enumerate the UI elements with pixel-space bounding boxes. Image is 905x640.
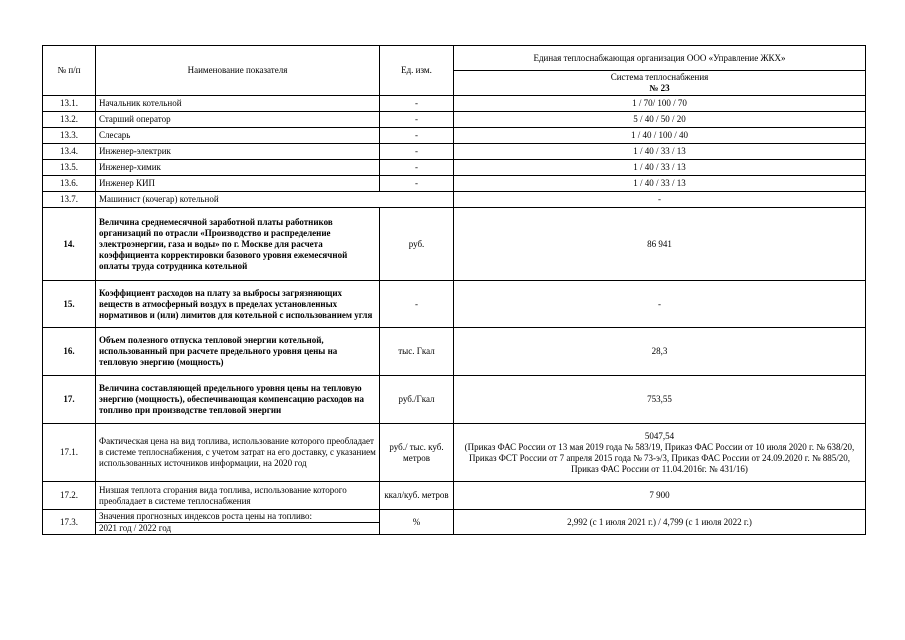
row-name: Величина составляющей предельного уровня цены на тепловую энергию (мощность), обеспечивающая компенсацию расходов на топливо при производстве тепловой энергии bbox=[96, 376, 380, 424]
row-value: 86 941 bbox=[454, 208, 866, 281]
row-num: 13.1. bbox=[43, 96, 96, 112]
row-name: Старший оператор bbox=[96, 112, 380, 128]
row-value: - bbox=[454, 192, 866, 208]
row-unit: - bbox=[380, 144, 454, 160]
row-value: 5 / 40 / 50 / 20 bbox=[454, 112, 866, 128]
table-row bbox=[43, 281, 866, 328]
row-value: 1 / 40 / 33 / 13 bbox=[454, 144, 866, 160]
table-row bbox=[43, 160, 866, 176]
system-label: Система теплоснабжения bbox=[610, 72, 709, 82]
row-name bbox=[96, 510, 380, 535]
row-value: 28,3 bbox=[454, 328, 866, 376]
row-unit: руб. bbox=[380, 208, 454, 281]
row-unit: % bbox=[380, 510, 454, 535]
row-num: 13.4. bbox=[43, 144, 96, 160]
row-value: 1 / 40 / 33 / 13 bbox=[454, 160, 866, 176]
row-unit: тыс. Гкал bbox=[380, 328, 454, 376]
header-name: Наименование показателя bbox=[96, 46, 380, 96]
row-num: 17. bbox=[43, 376, 96, 424]
row-value-note: (Приказ ФАС России от 13 мая 2019 года № 583/19, Приказ ФАС России от 10 июля 2020 г. № 638/20, Приказ ФСТ России от 7 апреля 2015 года № 73-э/3, Приказ ФАС России от 24.09.2020 г. № 885/20, Приказ ФАС России от 11.04.2016г. № 431/16) bbox=[464, 441, 855, 474]
row-unit: ккал/куб. метров bbox=[380, 482, 454, 510]
table-row bbox=[43, 424, 866, 482]
table-row bbox=[43, 144, 866, 160]
table-row bbox=[43, 510, 866, 535]
row-name: Объем полезного отпуска тепловой энергии котельной, использованный при расчете предельного уровня цены на тепловую энергию (мощность) bbox=[96, 328, 380, 376]
row-num: 14. bbox=[43, 208, 96, 281]
table-row bbox=[43, 328, 866, 376]
row-name: Слесарь bbox=[96, 128, 380, 144]
header-org: Единая теплоснабжающая организация ООО «Управление ЖКХ» bbox=[454, 46, 866, 71]
row-value: 753,55 bbox=[454, 376, 866, 424]
row-num: 13.7. bbox=[43, 192, 96, 208]
row-value: 1 / 40 / 33 / 13 bbox=[454, 176, 866, 192]
header-unit: Ед. изм. bbox=[380, 46, 454, 96]
row-unit: - bbox=[380, 176, 454, 192]
row-unit: руб./ тыс. куб. метров bbox=[380, 424, 454, 482]
table-row bbox=[43, 208, 866, 281]
row-value: 1 / 70/ 100 / 70 bbox=[454, 96, 866, 112]
row-name: Фактическая цена на вид топлива, использование которого преобладает в системе теплоснабжения, с учетом затрат на его доставку, с указанием использованных источников информации, на 2020 год bbox=[96, 424, 380, 482]
row-num: 13.6. bbox=[43, 176, 96, 192]
row-num: 13.3. bbox=[43, 128, 96, 144]
row-num: 16. bbox=[43, 328, 96, 376]
row-value: - bbox=[454, 281, 866, 328]
row-name-sub: 2021 год / 2022 год bbox=[99, 523, 172, 533]
row-unit: - bbox=[380, 128, 454, 144]
row-unit: - bbox=[380, 96, 454, 112]
row-num: 13.5. bbox=[43, 160, 96, 176]
row-name: Инженер КИП bbox=[96, 176, 380, 192]
header-num: № п/п bbox=[43, 46, 96, 96]
row-name: Машинист (кочегар) котельной bbox=[96, 192, 454, 208]
row-unit: - bbox=[380, 112, 454, 128]
row-name-main: Значения прогнозных индексов роста цены на топливо: bbox=[96, 510, 379, 523]
row-value: 7 900 bbox=[454, 482, 866, 510]
row-name: Коэффициент расходов на плату за выбросы загрязняющих веществ в атмосферный воздух в пределах установленных нормативов и (или) лимитов для котельной с использованием угля bbox=[96, 281, 380, 328]
row-name: Величина среднемесячной заработной платы работников организаций по отрасли «Производство и распределение электроэнергии, газа и воды» по г. Москве для расчета коэффициента корректировки базового уровня ежемесячной оплаты труда сотрудника котельной bbox=[96, 208, 380, 281]
row-value: 1 / 40 / 100 / 40 bbox=[454, 128, 866, 144]
tariff-table bbox=[42, 45, 866, 535]
row-num: 13.2. bbox=[43, 112, 96, 128]
row-unit: - bbox=[380, 281, 454, 328]
row-name: Начальник котельной bbox=[96, 96, 380, 112]
row-name: Низшая теплота сгорания вида топлива, использование которого преобладает в системе теплоснабжения bbox=[96, 482, 380, 510]
table-row bbox=[43, 112, 866, 128]
table-row bbox=[43, 376, 866, 424]
row-unit: руб./Гкал bbox=[380, 376, 454, 424]
table-row bbox=[43, 128, 866, 144]
table-row bbox=[43, 176, 866, 192]
row-num: 17.2. bbox=[43, 482, 96, 510]
row-value: 2,992 (с 1 июля 2021 г.) / 4,799 (с 1 июля 2022 г.) bbox=[454, 510, 866, 535]
row-unit: - bbox=[380, 160, 454, 176]
table-row bbox=[43, 96, 866, 112]
table-row bbox=[43, 482, 866, 510]
system-number: № 23 bbox=[649, 83, 670, 93]
row-name: Инженер-электрик bbox=[96, 144, 380, 160]
row-value bbox=[454, 424, 866, 482]
row-num: 15. bbox=[43, 281, 96, 328]
row-num: 17.3. bbox=[43, 510, 96, 535]
row-name: Инженер-химик bbox=[96, 160, 380, 176]
header-system bbox=[454, 71, 866, 96]
row-value-main: 5047,54 bbox=[644, 430, 675, 441]
row-num: 17.1. bbox=[43, 424, 96, 482]
table-row bbox=[43, 192, 866, 208]
